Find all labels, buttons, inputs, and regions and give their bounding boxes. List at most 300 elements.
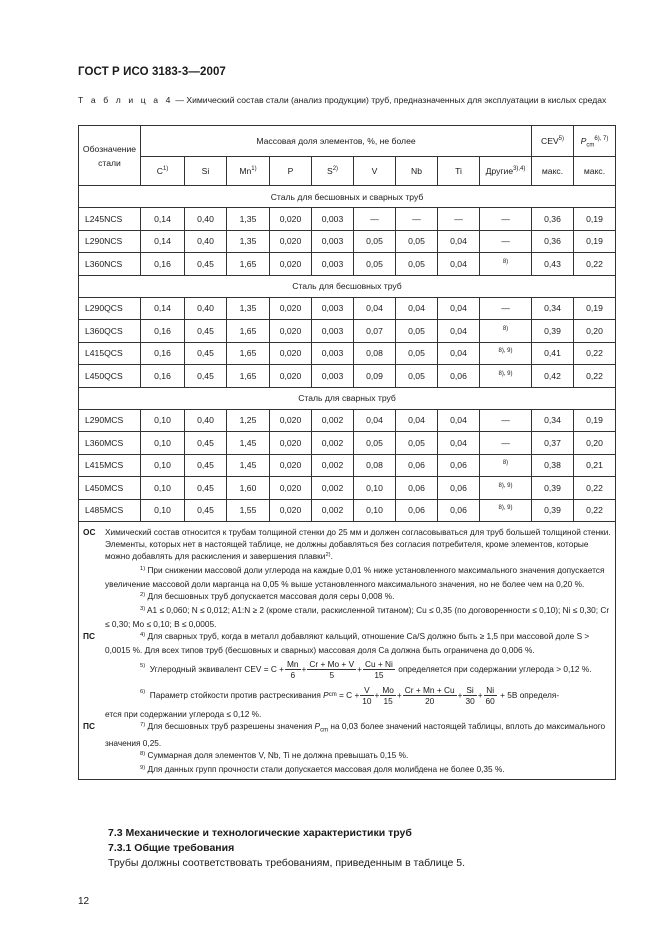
table-cell xyxy=(574,230,616,253)
pcm-sub: cm xyxy=(586,142,595,149)
cell-value: 0,10 xyxy=(154,415,171,426)
steel-grade: L485MCS xyxy=(79,499,141,522)
table-cell xyxy=(480,432,532,455)
note-9 xyxy=(83,763,611,777)
table-cell xyxy=(532,499,574,522)
table-row xyxy=(79,320,616,343)
cell-value: 0,14 xyxy=(154,303,171,314)
cev-frac-crmov xyxy=(307,659,356,680)
table-cell xyxy=(141,432,185,455)
table-cell xyxy=(270,342,312,365)
cell-value: 0,002 xyxy=(321,437,344,448)
cell-value: 1,45 xyxy=(239,437,257,448)
frac-num: Cr + Mn + Cu xyxy=(404,684,455,695)
table-row xyxy=(79,253,616,276)
table-cell xyxy=(532,342,574,365)
cell-value: 0,36 xyxy=(544,236,561,247)
table-cell xyxy=(141,454,185,477)
cell-value: 0,003 xyxy=(321,303,344,314)
table-cell xyxy=(227,230,270,253)
note-7 xyxy=(83,720,611,749)
cell-value: 0,04 xyxy=(366,415,383,426)
cell-value: 1,35 xyxy=(239,236,257,247)
steel-grade: L415QCS xyxy=(79,342,141,365)
group-header-row xyxy=(79,387,616,409)
pcm-frac-si xyxy=(463,685,476,706)
table-cell xyxy=(312,432,354,455)
table-cell xyxy=(532,454,574,477)
frac-den: 6 xyxy=(290,669,296,680)
cell-value: — xyxy=(370,213,379,224)
element-symbol: Другие xyxy=(485,166,514,176)
table-row xyxy=(79,409,616,432)
cell-value: 0,22 xyxy=(586,258,603,269)
table-cell xyxy=(141,499,185,522)
table-cell xyxy=(574,253,616,276)
plus-sign: + xyxy=(396,690,402,700)
note-oc-end: . xyxy=(330,551,333,561)
cell-value: 1,65 xyxy=(239,370,257,381)
pcm-frac-ni xyxy=(484,685,497,706)
table-cell xyxy=(270,432,312,455)
cell-value: 1,60 xyxy=(239,482,257,493)
table-cell xyxy=(185,253,227,276)
cell-value: 0,020 xyxy=(279,460,302,471)
table-cell xyxy=(227,432,270,455)
notes-cell xyxy=(79,522,616,780)
table-cell xyxy=(141,342,185,365)
element-symbol: Si xyxy=(201,166,210,176)
table-cell xyxy=(574,208,616,231)
element-symbol: S xyxy=(326,166,333,176)
cell-value: 0,20 xyxy=(586,325,603,336)
caption-text: — Химический состав стали (анализ продукции) труб, предназначенных для эксплуатации в кислых средах xyxy=(172,95,607,105)
note-1 xyxy=(83,564,611,590)
table-cell xyxy=(480,477,532,500)
cell-value: 0,22 xyxy=(586,348,603,359)
cev-frac-cuni xyxy=(363,659,395,680)
pcm-frac-v xyxy=(360,685,373,706)
cell-value: 0,43 xyxy=(544,258,561,269)
frac-den: 60 xyxy=(485,695,495,706)
table-cell xyxy=(185,208,227,231)
group-title: Сталь для бесшовных и сварных труб xyxy=(79,186,616,208)
table-cell xyxy=(438,477,480,500)
table-cell xyxy=(312,342,354,365)
table-cell xyxy=(396,253,438,276)
cell-value: 0,002 xyxy=(321,415,344,426)
element-symbol: C xyxy=(156,166,163,176)
cell-value: 0,04 xyxy=(450,303,467,314)
subsection-title: 7.3.1 Общие требования xyxy=(108,842,235,854)
table-cell xyxy=(480,208,532,231)
cell-value: — xyxy=(412,213,421,224)
document-header: ГОСТ Р ИСО 3183-3—2007 xyxy=(78,66,226,78)
table-cell xyxy=(532,208,574,231)
cell-value: 1,65 xyxy=(239,258,257,269)
cell-value: 0,003 xyxy=(321,325,344,336)
table-cell xyxy=(438,432,480,455)
cell-value: 0,020 xyxy=(279,213,302,224)
table-row xyxy=(79,208,616,231)
group-header-row xyxy=(79,275,616,297)
table-cell xyxy=(396,320,438,343)
note-oc-text: Химический состав относится к трубам толщиной стенки до 25 мм и должен согласовываться для труб большей толщиной стенки. Элементы, которых нет в настоящей таблице, не должны добавляться без согласия потребителя, кроме элементов, которые можно добавлять для раскисления и завершения плавки xyxy=(105,527,611,561)
cell-value: 0,06 xyxy=(450,505,467,516)
table-cell xyxy=(141,253,185,276)
cell-value: 1,35 xyxy=(239,303,257,314)
cell-value: 0,45 xyxy=(197,348,214,359)
cell-value: 0,14 xyxy=(154,213,171,224)
table-cell xyxy=(396,365,438,388)
cell-value: 0,020 xyxy=(279,303,302,314)
table-cell xyxy=(312,365,354,388)
table-cell xyxy=(312,409,354,432)
cell-value: 0,003 xyxy=(321,213,344,224)
table-cell xyxy=(227,320,270,343)
table-cell xyxy=(312,454,354,477)
pcm-footnote: 6), 7) xyxy=(594,136,609,142)
pcm-formula-post: ется при содержании углерода ≤ 0,12 %. xyxy=(105,709,262,719)
cell-value: — xyxy=(501,437,510,448)
table-cell xyxy=(354,499,396,522)
pcm-p: P xyxy=(580,136,587,146)
table-cell xyxy=(141,365,185,388)
table-cell xyxy=(227,297,270,320)
frac-num: Cr + Mo + V xyxy=(309,658,355,669)
note-6-mark: 6) xyxy=(140,689,146,695)
table-cell xyxy=(354,409,396,432)
element-header xyxy=(141,157,185,186)
frac-den: 30 xyxy=(465,695,475,706)
table-cell xyxy=(396,499,438,522)
cell-value: 0,06 xyxy=(408,460,425,471)
table-cell xyxy=(354,253,396,276)
steel-grade: L290QCS xyxy=(79,297,141,320)
cell-value: 0,04 xyxy=(408,303,425,314)
cell-value: 0,05 xyxy=(408,437,425,448)
table-cell xyxy=(438,409,480,432)
table-cell xyxy=(480,253,532,276)
table-cell xyxy=(480,454,532,477)
plus-sign: + xyxy=(374,690,380,700)
note-1-text: При снижении массовой доли углерода на каждые 0,01 % ниже установленного максимального значения допускается увеличение массовой доли марганца на 0,05 % выше установленного максимального значения, но не более чем на 0,20 %. xyxy=(105,565,605,589)
table-row xyxy=(79,365,616,388)
element-header xyxy=(438,157,480,186)
table-cell xyxy=(185,365,227,388)
steel-grade: L290NCS xyxy=(79,230,141,253)
table-cell xyxy=(396,342,438,365)
table-cell xyxy=(270,365,312,388)
element-header xyxy=(312,157,354,186)
table-cell xyxy=(227,409,270,432)
cell-value: 0,42 xyxy=(544,370,561,381)
cell-value: 0,45 xyxy=(197,437,214,448)
table-cell xyxy=(185,409,227,432)
cell-value: 0,002 xyxy=(321,460,344,471)
cev-frac-mn xyxy=(285,659,301,680)
table-cell xyxy=(312,499,354,522)
table-cell xyxy=(354,477,396,500)
table-caption xyxy=(78,94,618,106)
pcm-p: P xyxy=(314,721,321,731)
cell-value: 0,003 xyxy=(321,348,344,359)
cell-value: 1,25 xyxy=(239,415,257,426)
element-symbol: Mn xyxy=(239,166,252,176)
cell-value: 0,05 xyxy=(408,258,425,269)
mass-fraction-header: Массовая доля элементов, %, не более xyxy=(141,126,532,157)
table-cell xyxy=(312,208,354,231)
table-cell xyxy=(227,365,270,388)
table-cell xyxy=(270,477,312,500)
table-cell xyxy=(574,297,616,320)
table-cell xyxy=(532,409,574,432)
pcm-frac-mo xyxy=(380,685,396,706)
table-cell xyxy=(480,230,532,253)
table-row xyxy=(79,454,616,477)
cell-value: 0,05 xyxy=(366,258,383,269)
table-cell xyxy=(227,454,270,477)
cell-value: 0,020 xyxy=(279,348,302,359)
table-row xyxy=(79,477,616,500)
table-cell xyxy=(227,208,270,231)
table-cell xyxy=(270,230,312,253)
table-cell xyxy=(312,230,354,253)
table-cell xyxy=(185,230,227,253)
element-footnote: 1) xyxy=(251,166,257,172)
table-cell xyxy=(532,477,574,500)
cell-value: 0,45 xyxy=(197,258,214,269)
cell-footnote-ref: 8) xyxy=(502,325,509,332)
table-row xyxy=(79,499,616,522)
table-cell xyxy=(354,297,396,320)
note-oc xyxy=(83,526,611,564)
table-cell xyxy=(396,297,438,320)
table-cell xyxy=(480,365,532,388)
frac-den: 15 xyxy=(374,669,384,680)
element-header xyxy=(480,157,532,186)
steel-grade: L245NCS xyxy=(79,208,141,231)
cev-header xyxy=(532,126,574,157)
pcm-eq: = C + xyxy=(339,690,360,700)
note-7-pre: Для бесшовных труб разрешены значения xyxy=(147,721,313,731)
table-body xyxy=(79,186,616,522)
cell-value: 0,04 xyxy=(450,236,467,247)
table-cell xyxy=(354,208,396,231)
table-cell xyxy=(227,499,270,522)
table-cell xyxy=(141,409,185,432)
section-title: 7.3 Механические и технологические характеристики труб xyxy=(108,827,412,839)
table-cell xyxy=(185,432,227,455)
note-4-text: Для сварных труб, когда в металл добавляют кальций, отношение Ca/S должно быть ≥ 1,5 при массовой доле S > 0,0015 %. Для всех типов труб (бесшовных и сварных) массовая доля Ca должна быть ограничена до 0,006 %. xyxy=(105,631,590,655)
cell-value: 0,003 xyxy=(321,258,344,269)
element-header xyxy=(270,157,312,186)
element-symbol: V xyxy=(371,166,378,176)
cev-footnote: 5) xyxy=(558,136,565,142)
element-symbol: Ti xyxy=(455,166,462,176)
table-cell xyxy=(532,253,574,276)
chemical-composition-table xyxy=(78,125,616,780)
table-row xyxy=(79,297,616,320)
steel-grade: L360NCS xyxy=(79,253,141,276)
cell-value: 0,10 xyxy=(154,460,171,471)
table-cell xyxy=(270,208,312,231)
note-2-text: Для бесшовных труб допускается массовая доля серы 0,008 %. xyxy=(147,591,395,601)
group-title: Сталь для бесшовных труб xyxy=(79,275,616,297)
cell-value: 0,36 xyxy=(544,213,561,224)
table-cell xyxy=(185,477,227,500)
cell-footnote-ref: 8) xyxy=(502,460,509,467)
table-cell xyxy=(227,477,270,500)
note-9-text: Для данных групп прочности стали допускается массовая доля молибдена не более 0,35 %. xyxy=(147,763,505,774)
cell-value: 0,20 xyxy=(586,437,603,448)
table-cell xyxy=(396,454,438,477)
cev-formula-pre: Углеродный эквивалент CEV = C + xyxy=(149,664,284,674)
cell-value: 0,04 xyxy=(450,325,467,336)
cell-value: 0,45 xyxy=(197,460,214,471)
cell-value: 0,10 xyxy=(366,482,383,493)
note-2-mark: 2) xyxy=(140,592,146,598)
table-cell xyxy=(354,365,396,388)
cell-value: 0,020 xyxy=(279,236,302,247)
steel-grade: L450QCS xyxy=(79,365,141,388)
cell-value: 0,06 xyxy=(408,482,425,493)
frac-den: 20 xyxy=(425,695,435,706)
cell-value: — xyxy=(501,415,510,426)
cev-label: CEV xyxy=(541,136,559,146)
cell-value: 0,45 xyxy=(197,482,214,493)
note-oc-footnote: 2) xyxy=(325,552,331,558)
note-7-mark: 7) xyxy=(140,722,146,728)
table-cell xyxy=(354,320,396,343)
note-3 xyxy=(83,604,611,630)
cell-footnote-ref: 8), 9) xyxy=(498,370,513,377)
note-2 xyxy=(83,590,611,604)
cell-value: 0,40 xyxy=(197,303,214,314)
table-cell xyxy=(438,208,480,231)
cell-value: 0,020 xyxy=(279,325,302,336)
note-8-text: Суммарная доля элементов V, Nb, Ti не должна превышать 0,15 %. xyxy=(147,749,409,760)
table-cell xyxy=(270,499,312,522)
plus-sign: + xyxy=(457,690,463,700)
cell-value: 0,39 xyxy=(544,325,561,336)
cell-value: 0,05 xyxy=(408,325,425,336)
table-cell xyxy=(312,253,354,276)
cell-value: 0,002 xyxy=(321,505,344,516)
pcm-formula-tail: + 5B определя- xyxy=(500,690,560,700)
cell-value: 0,19 xyxy=(586,415,603,426)
cell-value: 0,41 xyxy=(544,348,561,359)
table-cell xyxy=(480,297,532,320)
pcm-formula xyxy=(140,682,611,708)
element-footnote: 2) xyxy=(332,166,339,172)
frac-den: 15 xyxy=(383,695,393,706)
pcm-frac-crmncu xyxy=(403,685,457,706)
cell-footnote-ref: 8), 9) xyxy=(498,482,513,489)
cell-value: 0,21 xyxy=(586,460,603,471)
table-cell xyxy=(574,454,616,477)
table-cell xyxy=(438,320,480,343)
cell-value: 0,020 xyxy=(279,370,302,381)
cell-value: 0,16 xyxy=(154,348,171,359)
table-cell xyxy=(185,342,227,365)
cell-value: 0,002 xyxy=(321,482,344,493)
cell-value: 0,19 xyxy=(586,236,603,247)
table-cell xyxy=(354,342,396,365)
table-head xyxy=(79,126,616,186)
note-pc1-label: ПС xyxy=(83,631,95,641)
table-cell xyxy=(141,320,185,343)
cell-value: 0,04 xyxy=(450,348,467,359)
max-header: макс. xyxy=(532,157,574,186)
table-cell xyxy=(532,320,574,343)
table-cell xyxy=(312,320,354,343)
cell-value: 0,06 xyxy=(450,460,467,471)
cell-value: 0,04 xyxy=(450,437,467,448)
table-cell xyxy=(574,409,616,432)
cell-value: 0,39 xyxy=(544,505,561,516)
cell-value: 1,65 xyxy=(239,325,257,336)
cell-value: 0,39 xyxy=(544,482,561,493)
element-header xyxy=(354,157,396,186)
table-notes xyxy=(79,522,616,780)
cell-value: 0,04 xyxy=(450,415,467,426)
table-cell xyxy=(270,409,312,432)
cell-value: 0,020 xyxy=(279,505,302,516)
cell-value: 0,05 xyxy=(366,437,383,448)
cell-value: 0,34 xyxy=(544,303,561,314)
frac-den: 5 xyxy=(329,669,335,680)
cell-value: 0,16 xyxy=(154,258,171,269)
table-cell xyxy=(480,342,532,365)
table-cell xyxy=(354,230,396,253)
plus-sign: + xyxy=(357,664,362,674)
table-cell xyxy=(480,499,532,522)
cell-value: 0,07 xyxy=(366,325,383,336)
note-9-mark: 9) xyxy=(140,764,146,771)
table-cell xyxy=(438,297,480,320)
table-cell xyxy=(574,342,616,365)
cell-value: 0,04 xyxy=(450,258,467,269)
table-row xyxy=(79,432,616,455)
cell-value: 0,06 xyxy=(450,370,467,381)
cell-value: 0,40 xyxy=(197,415,214,426)
note-oc-label: ОС xyxy=(83,527,96,537)
cell-footnote-ref: 8), 9) xyxy=(498,348,513,355)
cell-value: 0,19 xyxy=(586,213,603,224)
note-7-post: на 0,03 более значений настоящей таблицы, вплоть до максимального значения 0,25. xyxy=(105,721,606,748)
cell-value: 0,09 xyxy=(366,370,383,381)
note-8-mark: 8) xyxy=(140,750,146,757)
cell-value: 0,45 xyxy=(197,505,214,516)
cell-value: 0,04 xyxy=(366,303,383,314)
steel-grade: L360MCS xyxy=(79,432,141,455)
cell-value: 0,22 xyxy=(586,370,603,381)
note-4 xyxy=(83,630,611,656)
table-cell xyxy=(532,365,574,388)
plus-sign: + xyxy=(301,664,307,674)
cell-value: — xyxy=(501,213,510,224)
table-cell xyxy=(396,432,438,455)
note-5-mark: 5) xyxy=(140,663,146,669)
page-number: 12 xyxy=(78,896,90,907)
cell-value: 0,19 xyxy=(586,303,603,314)
steel-grade: L415MCS xyxy=(79,454,141,477)
cell-value: 0,06 xyxy=(408,505,425,516)
element-footnote: 1) xyxy=(162,166,169,172)
cell-value: 0,37 xyxy=(544,437,561,448)
table-cell xyxy=(141,208,185,231)
